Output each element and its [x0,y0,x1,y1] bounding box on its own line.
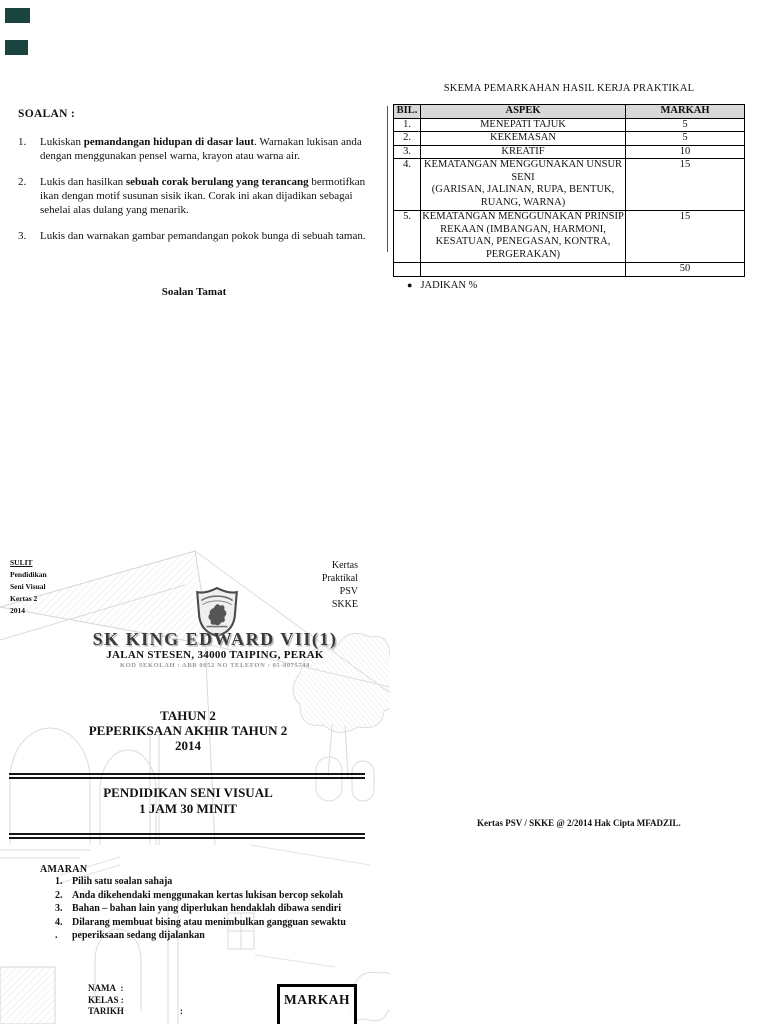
sulit-info-block [10,557,47,617]
cell-markah: 50 [626,263,745,277]
markah-label: MARKAH [284,992,350,1007]
text-line: Kertas [331,560,358,571]
exam-cover-page [0,545,390,1024]
cell-markah: 5 [626,132,745,146]
corner-marker-icon [5,8,30,23]
amaran-heading: AMARAN [40,864,88,875]
text-line: TAHUN 2 [160,708,216,723]
amaran-item [40,875,360,889]
table-row [394,118,745,132]
jadikan-note [407,280,745,291]
soalan-tamat-label: Soalan Tamat [161,286,227,298]
tarikh-text: TARIKH [88,1006,124,1016]
cell-bil: 2. [394,132,421,146]
question-number: 3. [18,230,27,242]
bullet-icon: ● [407,279,413,290]
soalan-section [18,108,370,255]
cell-aspek: MENEPATI TAJUK [421,118,626,132]
nama-field-label: NAMA : [88,983,124,993]
text-line: SKKE [331,599,358,610]
text-line: 1 JAM 30 MINIT [139,801,237,816]
tarikh-colon: : [179,1006,183,1016]
marking-scheme-table [393,104,745,277]
question-text: Lukis dan hasilkan sebuah corak berulang yang terancang bermotifkan ikan dengan motif susunan sisik ikan. Corak ini akan dijadikan sebagai sehelai alas dulang yang menarik. [40,176,366,216]
question-item [18,175,370,217]
question-item [18,135,370,163]
amaran-number: 3. [55,903,63,914]
jadikan-label: JADIKAN % [420,279,478,291]
stray-period: . [55,930,58,941]
amaran-list [40,875,360,943]
cell-markah: 10 [626,145,745,159]
text-line: PENDIDIKAN SENI VISUAL [103,785,273,800]
markah-score-box [277,984,357,1024]
question-text: Lukis dan warnakan gambar pemandangan pokok bunga di sebuah taman. [40,230,366,242]
table-row [394,159,745,211]
col-header-bil: BIL. [394,105,421,119]
text-line: Seni Visual [10,582,46,591]
cell-aspek: KEMATANGAN MENGGUNAKAN PRINSIP REKAAN (IMBANGAN, HARMONI, KESATUAN, PENEGASAN, KONTRA, PERGERAKAN) [421,211,626,263]
col-header-aspek: ASPEK [421,105,626,119]
skema-title: SKEMA PEMARKAHAN HASIL KERJA PRAKTIKAL [443,83,695,94]
divider-rule [9,773,365,779]
amaran-item [40,902,360,916]
table-row [394,132,745,146]
amaran-text: Anda dikehendaki menggunakan kertas lukisan bercop sekolah [72,889,344,901]
question-number: 1. [18,136,27,148]
table-row [394,211,745,263]
kertas-info-block [258,559,358,611]
divider-rule [9,833,365,839]
text-line: SULIT [10,558,33,567]
corner-marker-icon [5,40,28,55]
subject-block [0,785,376,817]
cell-aspek: KEMATANGAN MENGGUNAKAN UNSUR SENI (GARISAN, JALINAN, RUPA, BENTUK, RUANG, WARNA) [421,159,626,211]
col-header-markah: MARKAH [626,105,745,119]
question-number: 2. [18,176,27,188]
skema-section [393,83,745,291]
student-fields [88,983,183,1018]
amaran-number: 1. [55,876,63,887]
column-divider-line [387,106,388,252]
cell-aspek: KEKEMASAN [421,132,626,146]
amaran-text: Dilarang membuat bising atau menimbulkan gangguan sewaktu peperiksaan sedang dijalankan [72,916,346,941]
school-address: JALAN STESEN, 34000 TAIPING, PERAK [106,649,324,661]
text-line: Pendidikan [10,570,47,579]
question-text: Lukiskan pemandangan hidupan di dasar laut. Warnakan lukisan anda dengan menggunakan pensel warna, krayon atau warna air. [40,136,362,162]
table-header-row [394,105,745,119]
cell-aspek [421,263,626,277]
cell-bil [394,263,421,277]
amaran-item [40,889,360,903]
cell-aspek: KREATIF [421,145,626,159]
cell-bil: 3. [394,145,421,159]
cell-bil: 5. [394,211,421,263]
tarikh-field-label [88,1006,183,1018]
amaran-text: Pilih satu soalan sahaja [72,876,173,887]
soalan-question-list [18,135,370,243]
school-name: SK KING EDWARD VII(1) [92,629,338,649]
copyright-line: Kertas PSV / SKKE @ 2/2014 Hak Cipta MFADZIL. [477,818,681,828]
soalan-heading: SOALAN : [18,108,76,120]
table-row [394,263,745,277]
school-code-line: KOD SEKOLAH : ABB 0052 NO TELEFON : 05-8075748 [120,662,310,669]
text-line: 2014 [175,738,201,753]
text-line: 2014 [10,606,25,615]
cell-markah: 5 [626,118,745,132]
exam-title-block [0,708,376,753]
amaran-item [40,916,360,943]
cell-markah: 15 [626,159,745,211]
kelas-field-label: KELAS : [88,994,124,1005]
text-line: PSV [339,586,358,597]
table-row [394,145,745,159]
text-line: PEPERIKSAAN AKHIR TAHUN 2 [88,723,288,738]
amaran-section [40,864,360,943]
amaran-number: 4. [55,916,63,928]
cell-markah: 15 [626,211,745,263]
cell-bil: 4. [394,159,421,211]
cell-bil: 1. [394,118,421,132]
text-line: Praktikal [321,573,358,584]
amaran-text: Bahan – bahan lain yang diperlukan hendaklah dibawa sendiri [72,903,341,914]
text-line: Kertas 2 [10,594,38,603]
amaran-number: 2. [55,889,63,901]
question-item [18,229,370,243]
